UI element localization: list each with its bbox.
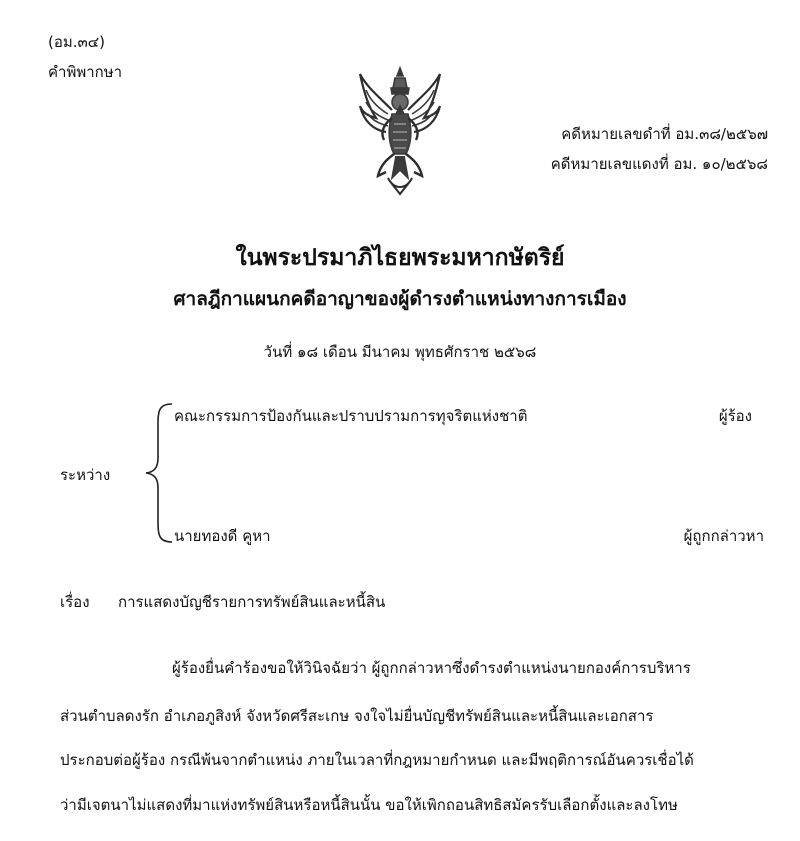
court-name: ศาลฎีกาแผนกคดีอาญาของผู้ดำรงตำแหน่งทางการเมือง xyxy=(173,288,627,310)
defendant-name: นายทองดี คูหา xyxy=(174,527,271,545)
body-paragraph-line: ว่ามีเจตนาไม่แสดงที่มาแห่งทรัพย์สินหรือหนี้สินนั้น ขอให้เพิกถอนสิทธิสมัครรับเลือกตั้งและลงโทษ xyxy=(60,796,678,814)
body-paragraph-line: ผู้ร้องยื่นคำร้องขอให้วินิจฉัยว่า ผู้ถูกกล่าวหาซึ่งดำรงตำแหน่งนายกองค์การบริหาร xyxy=(172,659,691,677)
defendant-role: ผู้ถูกกล่าวหา xyxy=(683,527,764,545)
royal-heading: ในพระปรมาภิไธยพระมหากษัตริย์ xyxy=(235,245,565,271)
subject-label: เรื่อง xyxy=(60,593,90,611)
garuda-emblem-icon xyxy=(358,66,442,196)
form-code: (อม.๓๔) xyxy=(48,33,105,51)
document-type-label: คำพิพากษา xyxy=(48,63,123,81)
judgment-date: วันที่ ๑๘ เดือน มีนาคม พุทธศักราช ๒๕๖๘ xyxy=(263,343,537,361)
subject-text: การแสดงบัญชีรายการทรัพย์สินและหนี้สิน xyxy=(118,593,386,611)
between-label: ระหว่าง xyxy=(60,466,111,484)
body-paragraph-line: ส่วนตำบลดงรัก อำเภอภูสิงห์ จังหวัดศรีสะเกษ จงใจไม่ยื่นบัญชีทรัพย์สินและหนี้สินและเอกสาร xyxy=(60,707,654,725)
red-case-number: คดีหมายเลขแดงที่ อม. ๑๐/๒๕๖๘ xyxy=(550,155,768,173)
plaintiff-name: คณะกรรมการป้องกันและปราบปรามการทุจริตแห่งชาติ xyxy=(174,407,528,425)
black-case-number: คดีหมายเลขดำที่ อม.๓๘/๒๕๖๗ xyxy=(561,125,768,143)
curly-brace-icon xyxy=(142,398,176,548)
plaintiff-role: ผู้ร้อง xyxy=(718,407,752,425)
body-paragraph-line: ประกอบต่อผู้ร้อง กรณีพ้นจากตำแหน่ง ภายในเวลาที่กฎหมายกำหนด และมีพฤติการณ์อันควรเชื่อได้ xyxy=(60,751,694,769)
